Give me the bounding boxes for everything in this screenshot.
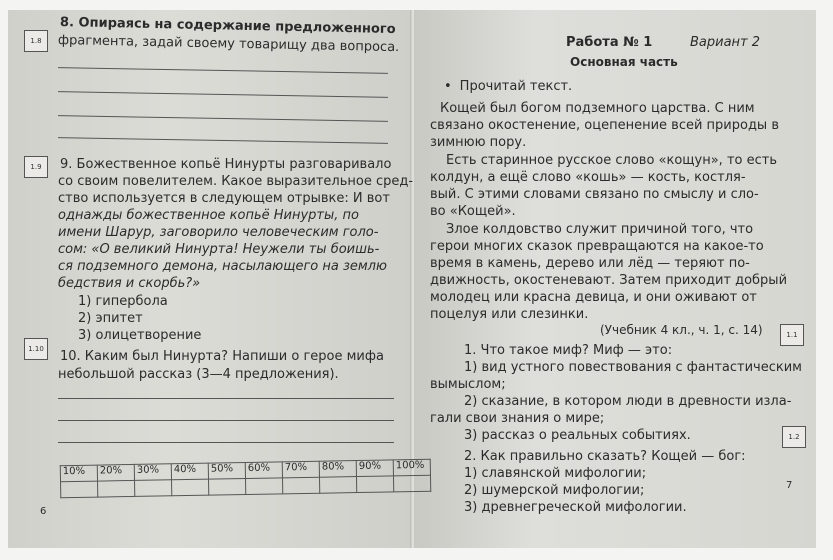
text-line-4: Есть старинное русское слово «кощун», то есть [446,153,777,168]
answer-line[interactable] [58,442,394,443]
q9-line1: 9. Божественное копьё Нинурты разговаривало [60,157,392,172]
percent-cell[interactable]: 90% [356,460,393,477]
instruction: • Прочитай текст. [444,78,572,95]
q9-line2: со своим повелителем. Какое выразительное сред- [58,174,414,189]
task-badge-1-9: 1.9 [24,156,48,178]
text-line-3: зимнюю пору. [430,135,527,150]
task-badge-1-2: 1.2 [782,426,806,448]
text-line-11: движность, окостеневают. Затем приходит добрый [430,273,788,288]
page-number-right: 7 [786,480,793,491]
q8-line2: фрагмента, задай своему товарищу два вопроса. [57,33,400,56]
text-line-10: время в камень, дерево или лёд — теряют по- [430,256,750,271]
q9-italic-2: имени Шарур, заговорило человеческим голо- [58,225,379,240]
text-line-13: поцелуя или слезинки. [430,307,589,322]
section-title: Основная часть [570,55,678,69]
q10-line2: небольшой рассказ (3—4 предложения). [58,367,339,382]
answer-line[interactable] [58,420,394,421]
source-reference: (Учебник 4 кл., ч. 1, с. 14) [600,323,763,337]
percent-cell[interactable]: 10% [60,465,97,482]
q1-question: 1. Что такое миф? Миф — это: [464,343,673,358]
percent-cell[interactable]: 60% [245,462,282,479]
q1-option-2-cont[interactable]: гали свои знания о мире; [430,411,605,426]
text-line-9: герои многих сказок превращаются на какое-то [430,239,764,254]
q2-question: 2. Как правильно сказать? Кощей — бог: [464,449,746,464]
q1-option-1-cont[interactable]: вымыслом; [430,377,506,392]
q9-italic-5: бедствия и скорбь?» [58,276,201,291]
q8-line1: 8. Опираясь на содержание предложенного [59,15,396,38]
task-badge-1-8: 1.8 [24,30,48,52]
text-line-1: Кощей был богом подземного царства. С ним [440,101,755,116]
answer-line[interactable] [58,398,394,399]
percent-cell[interactable]: 70% [282,461,319,478]
q10-line1: 10. Каким был Нинурта? Напиши о герое мифа [60,349,384,364]
q2-option-2[interactable]: 2) шумерской мифологии; [464,483,645,498]
q1-option-2[interactable]: 2) сказание, в котором люди в древности изла- [464,394,792,409]
q1-option-3[interactable]: 3) рассказ о реальных событиях. [464,428,691,443]
text-line-12: молодец или красна девица, и они оживают от [430,290,757,305]
q9-italic-3: сом: «О великий Нинурта! Неужели ты боишь- [58,242,380,257]
percent-cell[interactable]: 100% [393,459,430,476]
percent-cell[interactable]: 80% [319,461,356,478]
q9-option-2[interactable]: 2) эпитет [78,311,143,326]
text-line-6: вый. С этими словами связано по смыслу и сло- [430,187,759,202]
q2-option-1[interactable]: 1) славянской мифологии; [464,466,647,481]
page-number-left: 6 [40,506,47,517]
work-title: Работа № 1 [566,35,653,50]
variant-label: Вариант 2 [690,35,761,50]
q9-italic-1: однажды божественное копьё Нинурты, по [58,208,359,223]
percent-cell[interactable]: 50% [208,463,245,480]
q9-line3: ство используется в следующем отрывке: И вот [58,191,390,206]
q2-option-3[interactable]: 3) древнегреческой мифологии. [464,500,687,515]
task-badge-1-10: 1.10 [24,338,48,360]
percent-cell[interactable]: 20% [97,464,134,481]
task-badge-1-1: 1.1 [780,324,804,346]
text-line-2: связано окостенение, оцепенение всей природы в [430,118,779,133]
percent-table [60,459,432,498]
percent-cell[interactable]: 40% [171,463,208,480]
text-line-5: колдун, а ещё слово «кошь» — кость, костля- [430,170,746,185]
text-line-8: Злое колдовство служит причиной того, что [446,222,754,237]
q9-option-3[interactable]: 3) олицетворение [78,328,202,343]
text-line-7: во «Кощей». [430,204,516,219]
q1-option-1[interactable]: 1) вид устного повествования с фантастическим [464,360,802,375]
percent-cell[interactable]: 30% [134,464,171,481]
q9-italic-4: ся подземного демона, насылающего на землю [58,259,387,274]
q9-option-1[interactable]: 1) гипербола [78,294,168,309]
